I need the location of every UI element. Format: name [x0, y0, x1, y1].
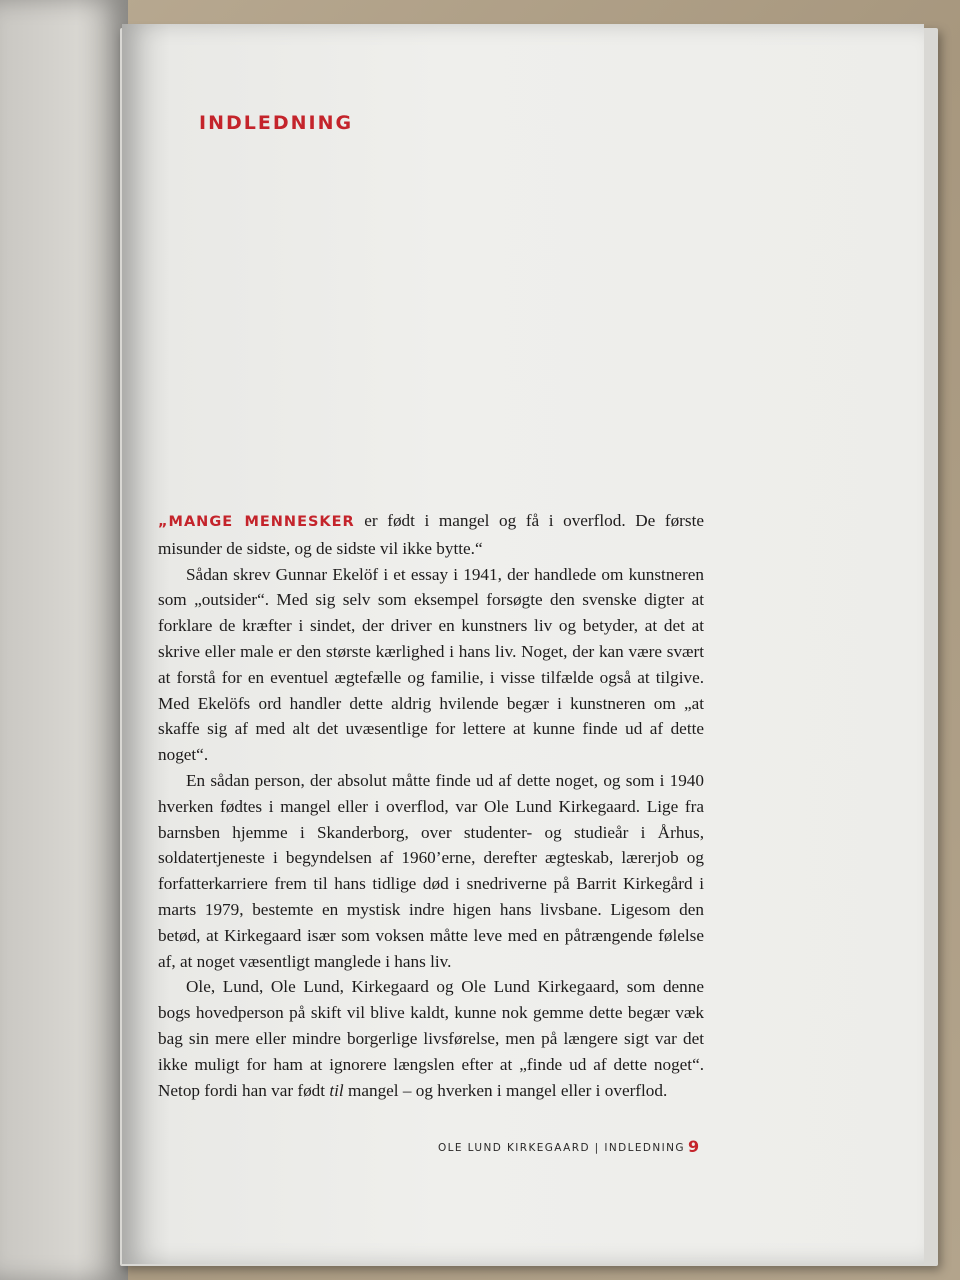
paragraph-1: [158, 508, 704, 562]
paragraph-4-italic: til: [329, 1080, 344, 1100]
running-footer: OLE LUND KIRKEGAARD | INDLEDNING: [438, 1142, 685, 1154]
paragraph-1-text: er født i mangel og få i overflod. De første misunder de sidste, og de sidste vil ikke bytte.“: [158, 511, 704, 558]
paragraph-3: En sådan person, der absolut måtte finde ud af dette noget, og som i 1940 hverken fødtes i mangel eller i overflod, var Ole Lund Kirkegaard. Lige fra barnsben hjemme i Skanderborg, over studenter- og studieår i Århus, soldatertjeneste i begyndelsen af 1960’erne, derefter ægteskab, lærerjob og forfatterkarriere frem til hans tidlige død i snedriverne på Barrit Kirkegård i marts 1979, bestemte en mystisk indre higen hans livsbane. Ligesom den betød, at Kirkegaard især som voksen måtte leve med en påtrængende følelse af, at noget væsentligt manglede i hans liv.: [158, 770, 704, 971]
left-page: [0, 0, 128, 1280]
body-text: [158, 508, 704, 1103]
paragraph-4-text-before: Ole, Lund, Ole Lund, Kirkegaard og Ole Lund Kirkegaard, som denne bogs hovedperson på skift vil blive kaldt, kunne nok gemme dette begær væk bag sin mere eller mindre borgerlige livsførelse, men på længere sigt var det ikke muligt for ham at ignorere længslen efter at „finde ud af dette noget“. Netop fordi han var født: [158, 977, 704, 1100]
paragraph-4: [158, 974, 704, 1103]
chapter-heading: INDLEDNING: [199, 112, 354, 134]
page-number: 9: [688, 1137, 700, 1156]
paragraph-2: Sådan skrev Gunnar Ekelöf i et essay i 1941, der handlede om kunstneren som „outsider“. Med sig selv som eksempel forsøgte den svenske digter at forklare de kræfter i sindet, der driver en kunstners liv og betyder, at det at skrive eller male er den største kærlighed i hans liv. Noget, der kan være svært at forstå for en eventuel ægtefælle og familie, i visse tilfælde også at tilgive. Med Ekelöfs ord handler dette aldrig hvilende begær i kunstneren om „at skaffe sig af med alt det uvæsentlige for lettere at kunne finde ud af dette noget“.: [158, 564, 704, 765]
paragraph-4-text-after: mangel – og hverken i mangel eller i overflod.: [343, 1080, 668, 1100]
lead-words: „MANGE MENNESKER: [158, 514, 355, 530]
